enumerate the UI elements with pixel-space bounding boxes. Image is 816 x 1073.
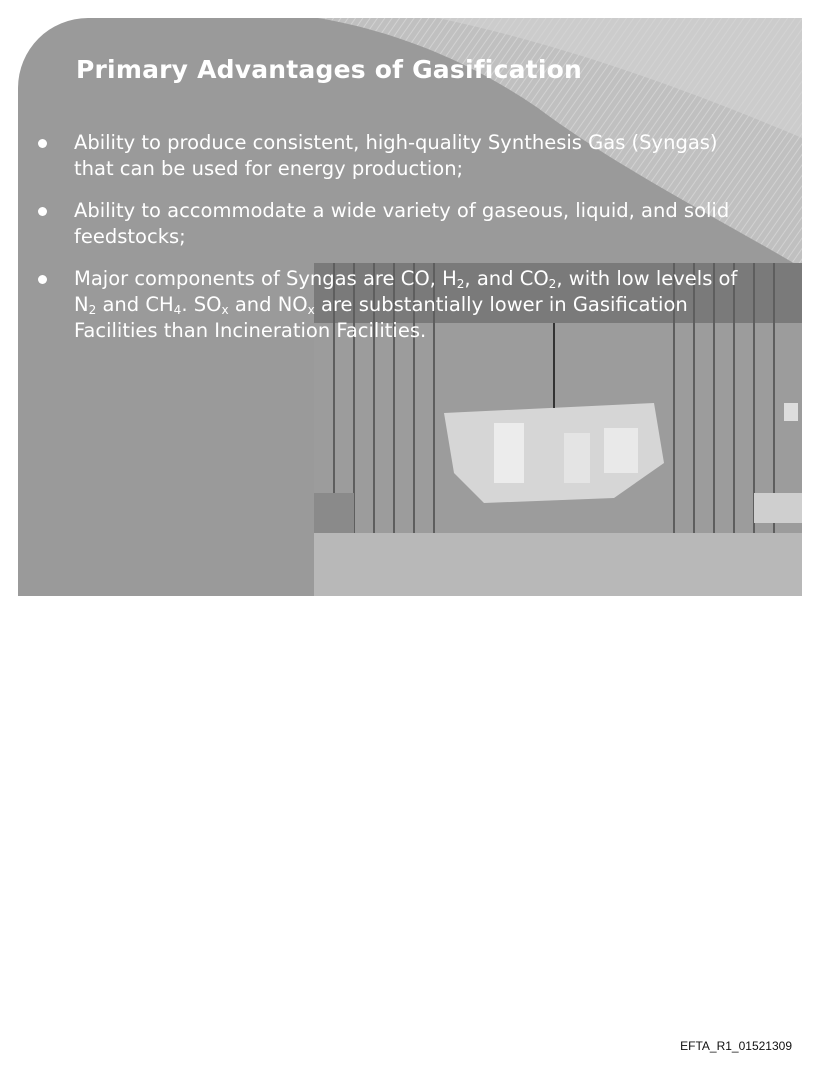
- subscript: 2: [548, 277, 557, 292]
- bullet-text: Ability to produce consistent, high-quality Synthesis Gas (Syngas) that can be used for energy production;: [74, 131, 718, 180]
- slide: [18, 18, 802, 596]
- subscript: 2: [456, 277, 465, 292]
- text-part: . SO: [181, 293, 222, 316]
- subscript: 2: [88, 303, 97, 318]
- bullet-dot-icon: [38, 275, 47, 284]
- bullet-text: [74, 266, 762, 344]
- text-part: and NO: [228, 293, 308, 316]
- bullet-text: Ability to accommodate a wide variety of gaseous, liquid, and solid feedstocks;: [74, 199, 730, 248]
- text-part: Major components of Syngas are CO, H: [74, 267, 457, 290]
- bullet-list: [18, 130, 802, 360]
- bullet-dot-icon: [38, 207, 47, 216]
- subscript: x: [221, 303, 229, 318]
- bullet-item: [18, 266, 802, 344]
- bullet-item: [18, 130, 802, 182]
- document-id: EFTA_R1_01521309: [680, 1039, 792, 1053]
- subscript: x: [307, 303, 315, 318]
- text-part: and CH: [96, 293, 174, 316]
- slide-title: Primary Advantages of Gasification: [76, 55, 582, 84]
- bullet-dot-icon: [38, 139, 47, 148]
- text-part: , and CO: [464, 267, 549, 290]
- bullet-item: [18, 198, 802, 250]
- subscript: 4: [173, 303, 182, 318]
- text-part: are substantially lower in Gasification Facilities than Incineration Facilities.: [74, 293, 688, 342]
- text-part: , with low levels of N: [74, 267, 738, 316]
